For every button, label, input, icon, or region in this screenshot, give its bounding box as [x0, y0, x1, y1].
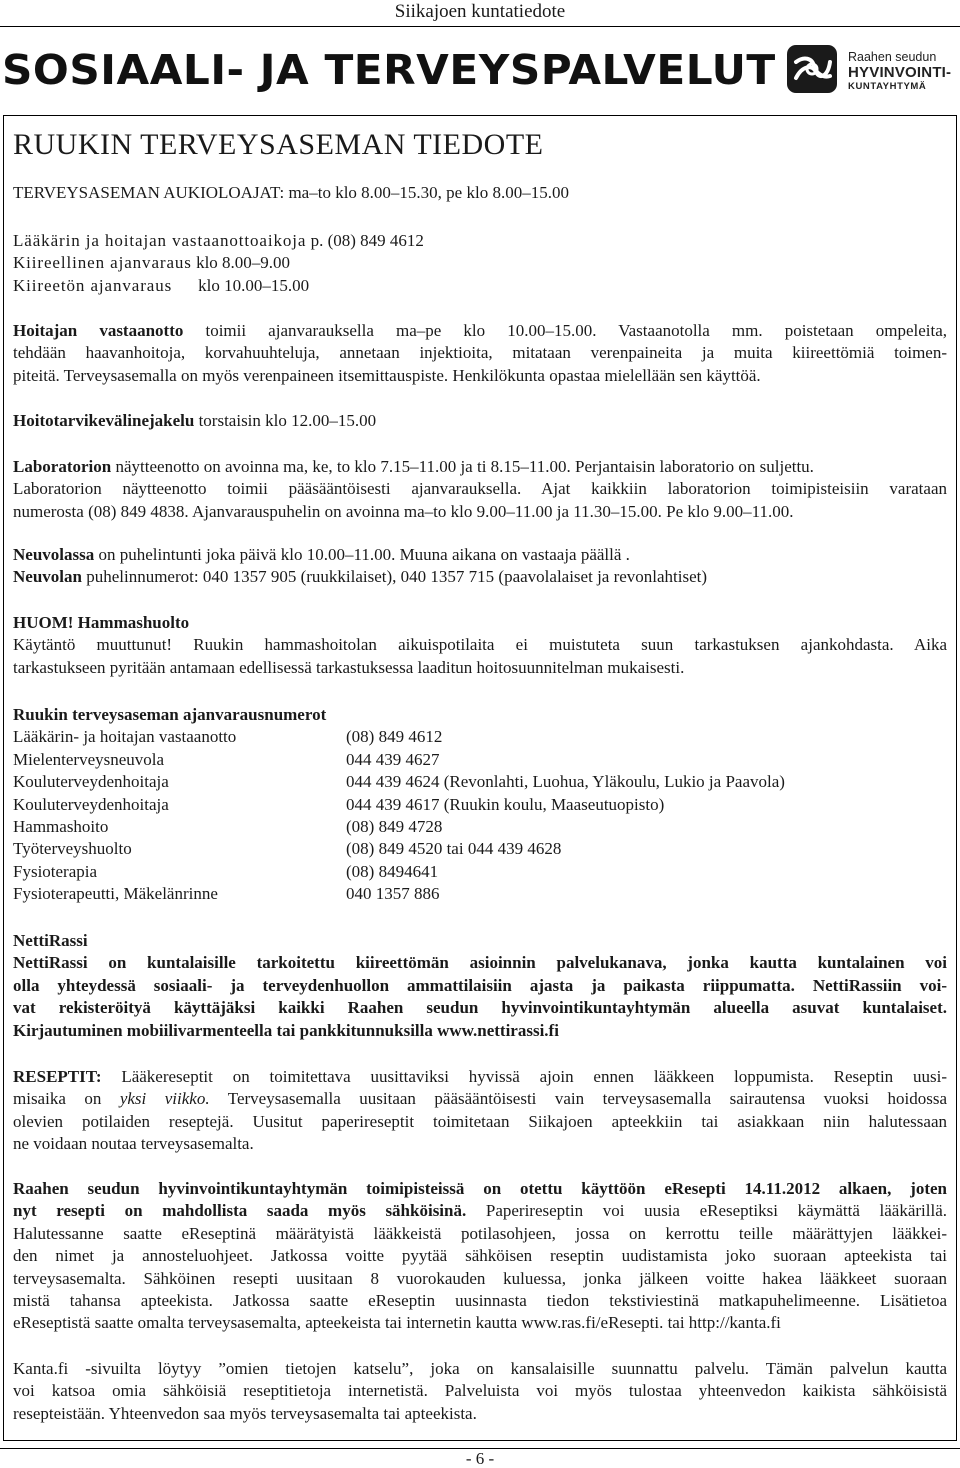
logo-line-1: Raahen seudun	[848, 50, 937, 64]
nurse-paragraph	[13, 320, 947, 387]
prescriptions-paragraph	[13, 1066, 947, 1156]
table-row	[13, 883, 440, 905]
supplies-label: Hoitotarvikevälinejakelu	[13, 411, 195, 430]
erecipe-line-5: terveysasemalta. Sähköinen resepti uusitaan 8 vuorokauden kuluessa, jonka jälkeen voitte hakea lääkkeet suoraan	[13, 1268, 947, 1288]
lab-label: Laboratorion	[13, 457, 112, 476]
erecipe-paragraph	[13, 1178, 947, 1335]
clinic-paragraph	[13, 544, 947, 589]
erecipe-bold-1: Raahen seudun hyvinvointikuntayhtymän toimipisteissä on otettu käyttöön eResepti 14.11.2012 alkaen, joten	[13, 1179, 947, 1198]
nurse-text-1: toimii ajanvarauksella ma–pe klo 10.00–15.00. Vastaanotolla mm. poistetaan ompeleita,	[183, 321, 947, 340]
lab-text-3: numerosta (08) 849 4838. Ajanvarauspuhelin on avoinna ma–to klo 9.00–11.00 ja 11.30–15.00. Pe klo 9.00–11.00.	[13, 501, 794, 521]
appointment-phone: p. (08) 849 4612	[306, 231, 424, 250]
urgent-hours: klo 8.00–9.00	[191, 253, 291, 273]
supplies-text: torstaisin klo 12.00–15.00	[194, 411, 377, 430]
dental-heading: HUOM! Hammashuolto	[13, 613, 190, 632]
service-name: Fysioterapia	[13, 861, 98, 881]
kanta-paragraph	[13, 1358, 947, 1425]
table-row	[13, 861, 439, 883]
erecipe-line-3: Halutessanne saatte eReseptinä määrätyistä lääkkeistä potilasohjeen, jossa on kerrottu teille määrättyjen lääkkei-	[13, 1223, 947, 1243]
service-name: Kouluterveydenhoitaja	[13, 772, 169, 792]
lab-text-1: näytteenotto on avoinna ma, ke, to klo 7.15–11.00 ja ti 8.15–11.00. Perjantaisin laboratorio on suljettu.	[111, 457, 814, 476]
laboratory-paragraph	[13, 456, 947, 523]
erecipe-line-7: eReseptistä saatte omalta terveysasemalta, apteekeista tai internetin kautta www.ras.fi/eResepti. tai http://kanta.fi	[13, 1313, 781, 1333]
kanta-line-2: voi katsoa omia sähköisiä reseptitietoja internetistä. Palveluista voi myös tulostaa yhteenvedon kaikista sähköisistä	[13, 1381, 947, 1401]
table-row	[13, 726, 443, 748]
prescriptions-line-4: ne voidaan noutaa terveysasemalta.	[13, 1134, 254, 1154]
dental-text-2: tarkastukseen pyritään antamaan edellisessä tarkastuksessa laaditun hoitosuunnitelman mukaisesti.	[13, 657, 685, 677]
knot-logo-icon	[786, 44, 838, 94]
opening-hours: TERVEYSASEMAN AUKIOLOAJAT: ma–to klo 8.00–15.30, pe klo 8.00–15.00	[13, 183, 569, 202]
service-name: Mielenterveysneuvola	[13, 749, 165, 769]
prescriptions-line-2-end: Terveysasemalla uusitaan pääsääntöisesti vain terveysasemalla sairautensa vuoksi hoidossa	[209, 1089, 947, 1109]
nurse-text-2: tehdään haavanhoitoja, korvahuuhteluja, annetaan injektioita, mitataan verenpaineita ja muita kiireettömiä toimen-	[13, 343, 947, 363]
service-name: Kouluterveydenhoitaja	[13, 794, 169, 814]
table-row	[13, 838, 562, 860]
table-row	[13, 771, 785, 793]
service-number: 040 1357 886	[346, 884, 440, 904]
service-number: (08) 849 4520 tai 044 439 4628	[346, 839, 562, 859]
nettirassi-line-4: Kirjautuminen mobiilivarmenteella tai pankkitunnuksilla www.nettirassi.fi	[13, 1020, 559, 1040]
prescriptions-line-1: Lääkereseptit on toimitettava uusittaviksi hyvissä ajoin ennen lääkkeen loppumista. Resepti	[101, 1067, 885, 1086]
erecipe-text-2: Paperireseptin voi uusia eReseptiksi käymättä lääkärillä.	[466, 1201, 947, 1221]
service-name: Lääkärin- ja hoitajan vastaanotto	[13, 727, 237, 747]
prescriptions-label: RESEPTIT:	[13, 1067, 102, 1086]
notice-title: RUUKIN TERVEYSASEMAN TIEDOTE	[13, 128, 544, 161]
table-row	[13, 816, 443, 838]
nettirassi-line-1: NettiRassi on kuntalaisille tarkoitettu kiireettömän asioinnin palvelukanava, jonka kautta kuntalainen voi	[13, 953, 947, 973]
running-head: Siikajoen kuntatiedote	[394, 1, 566, 22]
service-name: Fysioterapeutti, Mäkelänrinne	[13, 884, 218, 904]
service-number: (08) 849 4612	[346, 727, 443, 747]
clinic-label-1: Neuvolassa	[13, 545, 95, 564]
erecipe-bold-2: nyt resepti on mahdollista saada myös sähköisinä.	[13, 1201, 467, 1221]
service-number: 044 439 4624 (Revonlahti, Luohua, Yläkoulu, Lukio ja Paavola)	[346, 772, 785, 792]
service-name: Työterveyshuolto	[13, 839, 132, 859]
appointment-label: Lääkärin ja hoitajan vastaanottoaikoja	[13, 231, 307, 250]
appointment-hours	[13, 230, 947, 297]
prescriptions-line-1-end: n uusi-	[884, 1067, 947, 1086]
table-row	[13, 749, 440, 771]
organization-logo	[786, 44, 956, 96]
logo-line-2: HYVINVOINTI-	[848, 64, 952, 81]
phone-numbers-heading: Ruukin terveysaseman ajanvarausnumerot	[13, 705, 327, 724]
erecipe-line-6: mistä tahansa apteekista. Jatkossa saatte eReseptin uusinnasta tiedon tekstiviestinä matkapuhelimeenne. Lisätietoa	[13, 1291, 947, 1311]
clinic-label-2: Neuvolan	[13, 567, 82, 587]
service-number: 044 439 4627	[346, 749, 440, 769]
lab-text-2: Laboratorion näytteenotto toimii pääsääntöisesti ajanvarauksella. Ajat kaikkiin laboratorion toimipisteisiin varataan	[13, 479, 947, 499]
prescriptions-line-3: olevien potilaiden reseptejä. Uusitut paperireseptit toimitetaan Siikajoen apteekkiin tai asiakkaan niin halutessaan	[13, 1111, 947, 1131]
non-urgent-label: Kiireetön ajanvaraus	[13, 275, 173, 295]
dental-text-1: Käytäntö muuttunut! Ruukin hammashoitolan aikuispotilaita ei muistuteta suun tarkastuksen ajankohdasta. Aika	[13, 635, 947, 655]
erecipe-line-4: den nimet ja annosteluohjeet. Jatkossa voitte pyytää sähköisen reseptin uudistamista joko suoraan apteekista tai	[13, 1246, 947, 1266]
nettirassi-paragraph	[13, 930, 947, 1042]
nurse-text-3: piteitä. Terveysasemalla on myös verenpaineen itsemittauspiste. Henkilökunta opastaa mielellään sen käyttöä.	[13, 365, 761, 385]
service-number: (08) 849 4728	[346, 816, 443, 836]
section-title: SOSIAALI- JA TERVEYSPALVELUT	[2, 46, 776, 94]
clinic-text-2: puhelinnumerot: 040 1357 905 (ruukkilaiset), 040 1357 715 (paavolalaiset ja revonlahtiset)	[81, 567, 708, 587]
page-number: - 6 -	[465, 1449, 495, 1468]
nettirassi-line-2: olla yhteydessä sosiaali- ja terveydenhuollon ammattilaisiin ajasta ja paikasta riippumatta. NettiRassiin voi-	[13, 975, 947, 995]
header-rule	[0, 26, 960, 27]
non-urgent-hours: klo 10.00–15.00	[198, 275, 310, 295]
nettirassi-heading: NettiRassi	[13, 931, 88, 950]
prescriptions-line-2-italic: yksi viikko.	[119, 1089, 210, 1109]
nettirassi-line-3: vat rekisteröityä käyttäjäksi kaikki Raahen seudun hyvinvointikuntayhtymän alueella asuvat kuntalaiset.	[13, 998, 947, 1018]
urgent-label: Kiireellinen ajanvaraus	[13, 253, 192, 273]
table-row	[13, 794, 665, 816]
phone-numbers-table	[13, 704, 785, 906]
supplies-paragraph	[13, 410, 947, 432]
service-number: 044 439 4617 (Ruukin koulu, Maaseutuopisto)	[346, 794, 665, 814]
clinic-text-1: on puhelintunti joka päivä klo 10.00–11.00. Muuna aikana on vastaaja päällä .	[94, 545, 630, 564]
nurse-label: Hoitajan vastaanotto	[13, 321, 184, 340]
service-name: Hammashoito	[13, 816, 109, 836]
kanta-line-3: resepteistään. Yhteenvedon saa myös terveysasemalta tai apteekista.	[13, 1403, 477, 1423]
kanta-line-1: Kanta.fi -sivuilta löytyy ”omien tietojen katselu”, joka on kansalaisille suunnattu palvelu. Tämän palvelun kautta	[13, 1359, 947, 1378]
prescriptions-line-2-start: misaika on	[13, 1089, 120, 1109]
logo-line-3: KUNTAYHTYMÄ	[848, 81, 927, 92]
dental-paragraph	[13, 612, 947, 679]
service-number: (08) 8494641	[346, 861, 439, 881]
